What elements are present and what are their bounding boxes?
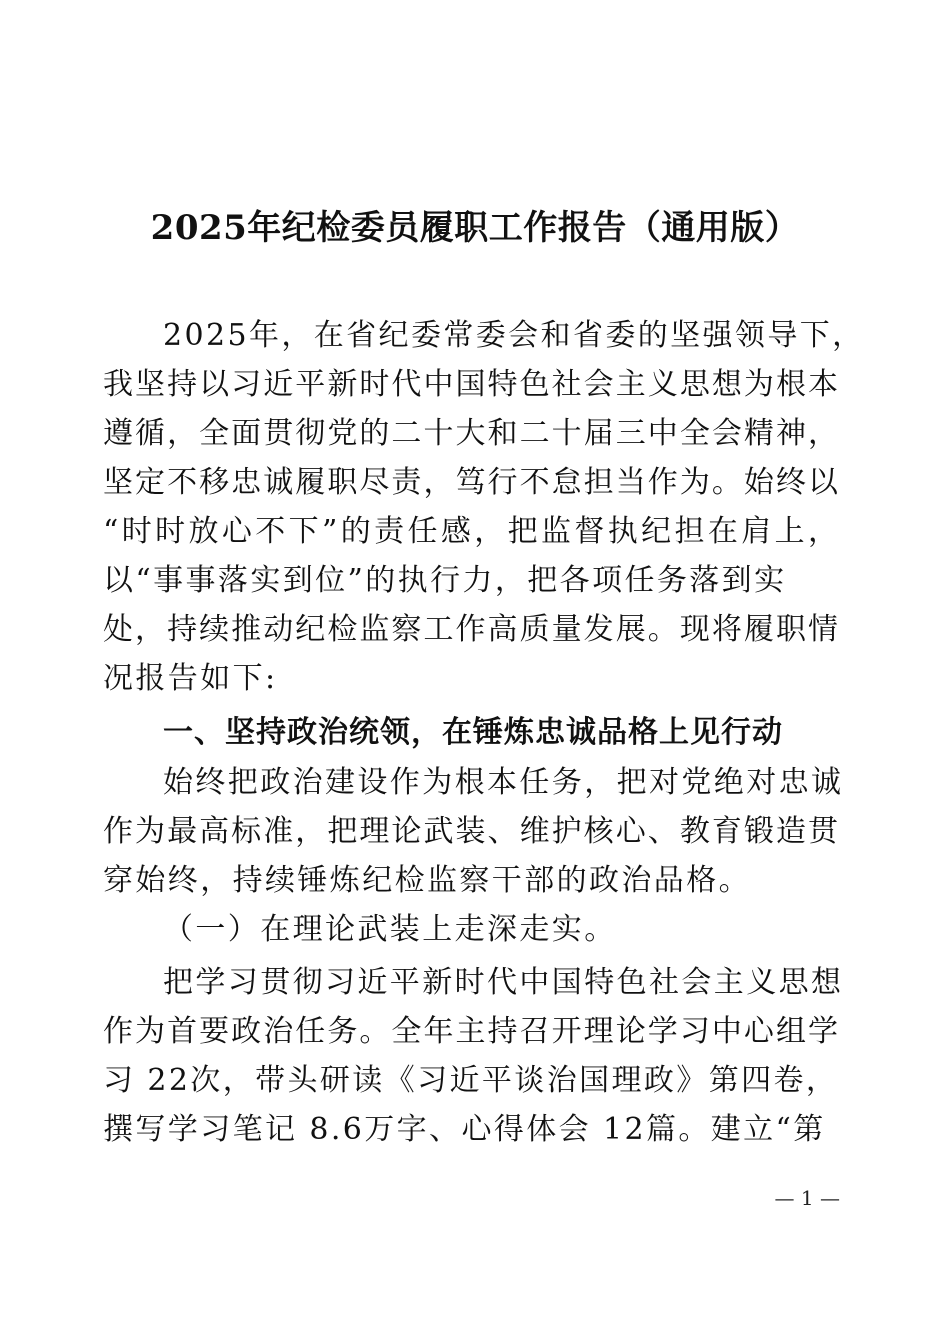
body-line: 作为首要政治任务。全年主持召开理论学习中心组学 (103, 1014, 838, 1049)
body-line: 撰写学习笔记 8.6万字、心得体会 12篇。建立“第 (103, 1112, 826, 1147)
document-title: 2025年纪检委员履职工作报告（通用版） (150, 208, 800, 248)
page-number: — 1 — (774, 1186, 840, 1210)
body-line: 遵循，全面贯彻党的二十大和二十届三中全会精神， (103, 416, 838, 451)
body-line: 坚定不移忠诚履职尽责，笃行不怠担当作为。始终以 (103, 465, 838, 500)
body-line: 穿始终，持续锤炼纪检监察干部的政治品格。 (103, 863, 751, 898)
body-line: 始终把政治建设作为根本任务，把对党绝对忠诚 (163, 765, 844, 800)
body-line: 2025年，在省纪委常委会和省委的坚强领导下， (163, 318, 865, 353)
subsection-heading: （一）在理论武装上走深走实。 (163, 912, 617, 947)
section-heading: 一、坚持政治统领，在锤炼忠诚品格上见行动 (163, 715, 783, 750)
body-line: 处，持续推动纪检监察工作高质量发展。现将履职情 (103, 612, 838, 647)
body-line: 习 22次，带头研读《习近平谈治国理政》第四卷， (103, 1063, 839, 1098)
body-line: 况报告如下: (103, 661, 278, 696)
body-line: 以“事事落实到位”的执行力，把各项任务落到实 (103, 563, 787, 598)
body-line: 把学习贯彻习近平新时代中国特色社会主义思想 (163, 965, 844, 1000)
body-line: 我坚持以习近平新时代中国特色社会主义思想为根本 (103, 367, 838, 402)
body-line: 作为最高标准，把理论武装、维护核心、教育锻造贯 (103, 814, 838, 849)
body-line: “时时放心不下”的责任感，把监督执纪担在肩上， (103, 514, 838, 549)
